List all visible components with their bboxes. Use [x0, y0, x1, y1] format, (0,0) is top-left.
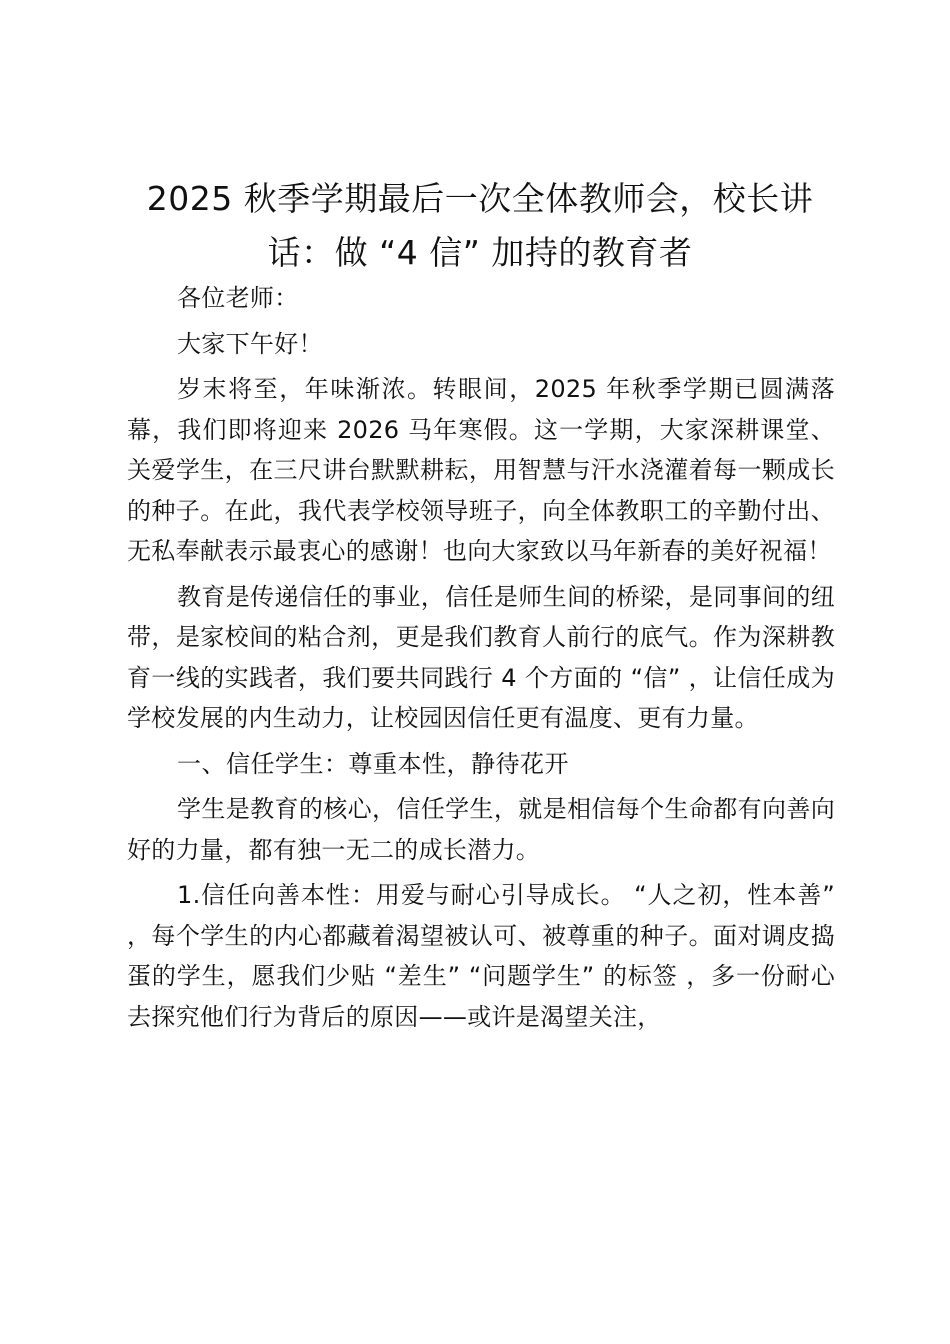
document-body	[127, 278, 835, 1042]
section-heading: 一、信任学生：尊重本性，静待花开	[177, 749, 569, 778]
greeting: 大家下午好！	[177, 329, 323, 358]
section-paragraph: 学生是教育的核心，信任学生，就是相信每个生命都有向善向好的力量，都有独一无二的成长潜力。	[127, 795, 835, 864]
document-title: 2025 秋季学期最后一次全体教师会，校长讲话：做 “4 信” 加持的教育者	[146, 179, 814, 272]
section-paragraph: 1.信任向善本性：用爱与耐心引导成长。 “人之初，性本善” ，每个学生的内心都藏着渴望被认可、被尊重的种子。面对调皮捣蛋的学生，愿我们少贴 “差生” “问题学生” 的标签 ，多一份耐心去探究他们行为背后的原因——或许是渴望关注，	[127, 881, 835, 1031]
salutation: 各位老师：	[177, 284, 299, 312]
paragraph: 教育是传递信任的事业，信任是师生间的桥梁，是同事间的纽带，是家校间的粘合剂，更是我们教育人前行的底气。作为深耕教育一线的实践者，我们要共同践行 4 个方面的 “信” ，让信任成为学校发展的内生动力，让校园因信任更有温度、更有力量。	[127, 582, 835, 732]
paragraph: 岁末将至，年味渐浓。转眼间，2025 年秋季学期已圆满落幕，我们即将迎来 2026 马年寒假。这一学期，大家深耕课堂、关爱学生，在三尺讲台默默耕耘，用智慧与汗水浇灌着每一颗成长的种子。在此，我代表学校领导班子，向全体教职工的辛勤付出、无私奉献表示最衷心的感谢！也向大家致以马年新春的美好祝福！	[127, 375, 835, 565]
